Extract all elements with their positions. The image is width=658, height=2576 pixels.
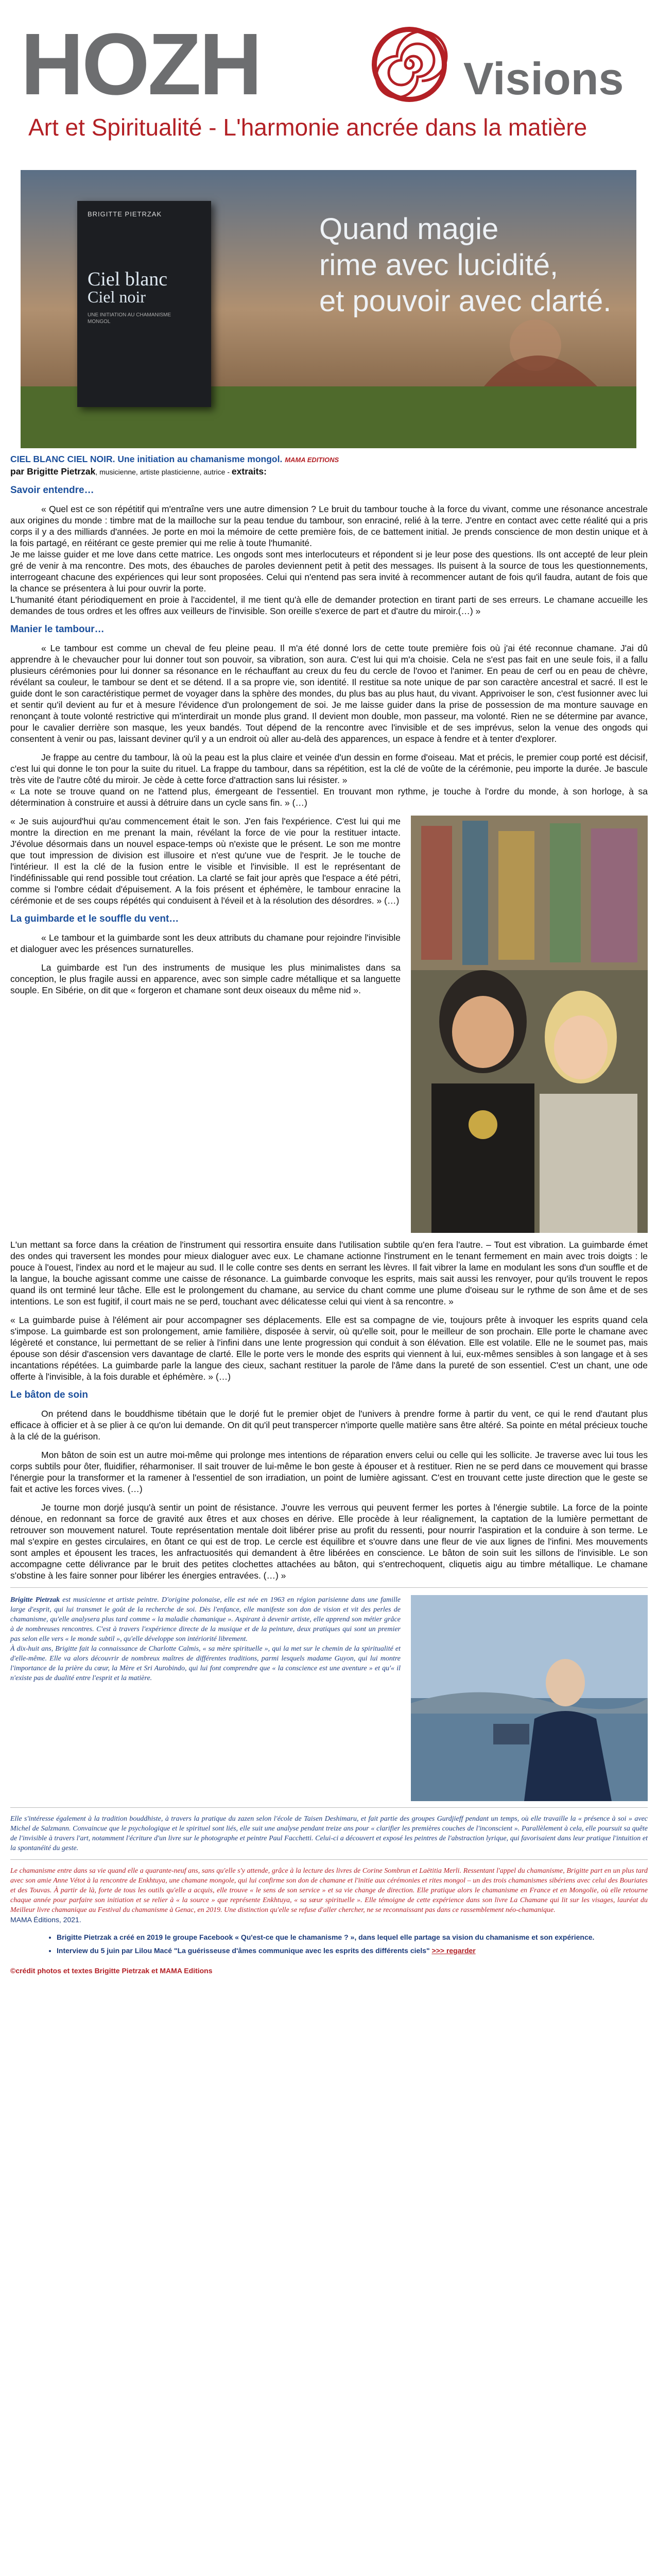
hero-line-2: rime avec lucidité,	[319, 248, 559, 282]
divider	[10, 1587, 648, 1588]
extracts-label: extraits:	[231, 466, 267, 477]
section-title-guimbarde: La guimbarde et le souffle du vent…	[10, 913, 179, 924]
paragraph: L'humanité étant périodiquement en proie à l'accidentel, il me tient qu'à elle de demander protection en tirant parti de ses erreurs. Le chamane accueille les demandes de tous ordres et les offres aux veilleurs de l'invisible. Son oreille s'exerce de part et d'autre du miroir.(…) »	[10, 595, 648, 616]
paragraph: La guimbarde est l'un des instruments de musique les plus minimalistes dans sa conception, le plus fragile aussi en apparence, avec son simple cadre métallique et sa languette souple. En Sibérie, on dit que « forgeron et chamane sont deux oiseaux du même nid ».	[10, 962, 401, 995]
footer-credit: ©crédit photos et textes Brigitte Pietrzak et MAMA Editions	[10, 1967, 213, 1975]
photo-two-women	[411, 816, 648, 1233]
bio-text	[10, 1595, 401, 1801]
hero-line-1: Quand magie	[319, 212, 499, 246]
photo-illustration-2	[411, 1595, 648, 1801]
facebook-group-item[interactable]	[57, 1932, 648, 1942]
links-list	[10, 1932, 648, 1956]
photo-side-text	[10, 816, 401, 1233]
article-title-rest: . Une initiation au chamanisme mongol.	[112, 454, 283, 464]
watch-link[interactable]: >>> regarder	[431, 1946, 476, 1955]
divider	[10, 1859, 648, 1860]
bio-paragraph-1	[10, 1595, 401, 1644]
spiral-logo-icon	[371, 26, 448, 103]
interview-item[interactable]	[57, 1945, 648, 1956]
hero-line-3: et pouvoir avec clarté.	[319, 284, 612, 318]
paragraph: « Le tambour et la guimbarde sont les deux attributs du chamane pour rejoindre l'invisible et dialoguer avec les présences surnaturelles.	[10, 933, 401, 954]
paragraph: « Je suis aujourd'hui qu'au commencement était le son. J'en fais l'expérience. C'est lui qui me montre la direction en me prenant la main, révélant la force de vie pour la restituer intacte. J'évolue désormais dans un nouvel espace-temps où n'existe que le présent. Le son me montre que tout impression de division est illusoire et n'est qu'une vue de l'esprit. Je le touche de l'intérieur. Il est la clé de la fusion entre le visible et l'invisible. Il est le représentant de l'indéfinissable qui rend possible tout création. La clarté se fait jour après que l'espace a été pétri, comme si l'ombre cédait d'épuisement. A la fois présent et éphémère, le tambour enracine la cérémonie et de ses coups répétés qui conduisent à l'éveil et à la résolution des désordres. » (…)	[10, 816, 401, 906]
logo-text-visions: Visions	[463, 53, 624, 104]
book-subtitle: UNE INITIATION AU CHAMANISME MONGOL	[88, 312, 171, 325]
author-desc: , musicienne, artiste plasticienne, autrice -	[95, 468, 232, 476]
paragraph: « La note se trouve quand on ne l'attend plus, émergeant de l'essentiel. En trouvant mon rythme, je touche à l'ordre du monde, à son horloge, à sa détermination à construire et aussi à détruire dans un cycle sans fin. » (…)	[10, 786, 648, 808]
bio-text-1: est musicienne et artiste peintre. D'origine polonaise, elle est née en 1963 en région parisienne dans une famille large d'esprit, qui lui transmet le goût de la recherche de soi. Dès l'enfance, elle manifeste son don de vision et vit des perles de chamanisme, qu'elle analysera plus tard comme « la maladie chamanique ». Aspirant à devenir artiste, elle apprend son métier grâce à de nombreuses rencontres. C'est à travers l'expérience directe de la musique et de la peinture, deux pratiques qui sont un premier pas selon elle vers « le monde subtil », qu'elle développe son intériorité librement.	[10, 1596, 401, 1643]
bio-paragraph-2: À dix-huit ans, Brigitte fait la connaissance de Charlotte Calmis, « sa mère spirituelle », qui la met sur le chemin de la spiritualité et d'elle-même. Elle va alors découvrir de nombreux maîtres de différentes traditions, parmi lesquels madame Guyon, qui lui montre l'importance de la prière du cœur, la Mère et Sri Aurobindo, qui lui font comprendre que « la conscience est une aventure » et qu'« il n'existe pas de dualité entre l'esprit et la matière.	[10, 1645, 401, 1682]
article-content	[10, 453, 648, 1976]
editions-label: MAMA EDITIONS	[285, 456, 339, 464]
bio-continued: Elle s'intéresse également à la tradition bouddhiste, à travers la pratique du zazen selon l'école de Taisen Deshimaru, et fait partie des groupes Gurdjieff pendant un temps, où elle travaille la « présence à soi » avec Michel de Salzmann. Convaincue que le psychologique et le spirituel sont liés, elle suit une analyse pendant treize ans pour « clarifier les premières couches de l'inconscient ». Parallèlement à cela, elle poursuit sa quête de l'invisible à travers l'art, notamment l'écriture d'un livre sur le photographe et peintre Paul Facchetti. Celui-ci a découvert et exposé les peintres de l'abstraction lyrique, qui favorisaient dans leur pratique l'intuition et la spontanéité du geste.	[10, 1815, 648, 1852]
paragraph: Mon bâton de soin est un autre moi-même qui prolonge mes intentions de réparation envers celui ou celle qui les sollicite. Je traverse avec lui tous les corps subtils pour ôter, fluidifier, réharmoniser. Il sait trouver de lui-même le bon geste à épouser et à restituer. Rien ne se perd dans ce mouvement qui brasse l'énergie pour la transformer et la ramener à l'essentiel de son irradiation, un point de lumière agissant. C'est en trouvant cette juste direction que le geste se fait et active les forces vives. (…)	[10, 1450, 648, 1494]
facebook-group-text[interactable]: Brigitte Pietrzak a créé en 2019 le groupe Facebook « Qu'est-ce que le chamanisme ? », dans lequel elle partage sa vision du chamanisme et son expérience.	[57, 1933, 595, 1941]
bio-section	[10, 1595, 648, 1801]
paragraph: « Le tambour est comme un cheval de feu pleine peau. Il m'a été donné lors de cette toute première fois où j'ai été reconnue chamane. J'ai dû apprendre à le chevaucher pour lui donner tout son pouvoir, sa vibration, son aura. C'est lui qui m'a choisie. Cela ne s'est pas fait en une seule fois, il a fallu plusieurs cérémonies pour lui donner sa résonance en le réchauffant au creux du feu du cercle de l'ovoo et l'animer. En peau de cerf ou en peau de chèvre, révélant sa couleur, le tambour se dent et se détend. Il a sa propre vie, son identité. Il restitue sa note unique de par son caractère ancestral et sacré. Il est le guide dont le son caractéristique permet de voyager dans la sphère des mondes, du plus bas au plus haut, du vivant. Apprivoiser le son, c'est fusionner avec lui et sentir qu'il devient au fur et à mesure l'évidence d'un prolongement de soi. Je me laisse guider dans la prise de possession de ma monture sauvage en renonçant à toute volonté restrictive qui m'interdirait un monde plus grand. Il devient mon double, mon passeur, ma volonté. Rien ne se détermine par avance, pour le cavalier derrière son masque, les yeux bandés. Tout dépend de la rencontre avec l'invisible et de ses imprévus, selon la venue des ongods qui consentent à venir ou pas, laissant deviner qu'il y a un endroit où aller au-delà des apparences, un espace à fendre et à tenter d'explorer.	[10, 643, 648, 744]
book-cover	[77, 201, 211, 407]
photo-section-1	[10, 816, 648, 1233]
logo-text-hozh: HOZH	[21, 15, 261, 113]
article-heading	[10, 453, 648, 466]
publisher-line: MAMA Éditions, 2021.	[10, 1916, 81, 1924]
paragraph: Je frappe au centre du tambour, là où la peau est la plus claire et veinée d'un dessin en forme d'oiseau. Mat et précis, le premier coup porté est décisif, c'est lui qui donne le ton pour la suite du rituel. La frappe du tambour, dans sa répétition, est la clé de voûte de la cérémonie, peu importe la durée. Je bascule très vite de l'autre côté du miroir. Je cède à cette force d'attraction sans lui résister. »	[10, 752, 648, 785]
author-name: par Brigitte Pietrzak	[10, 466, 96, 477]
section-title-baton: Le bâton de soin	[10, 1389, 88, 1400]
site-logo[interactable]	[21, 15, 638, 113]
book-title-2: Ciel noir	[88, 287, 146, 306]
paragraph: Je tourne mon dorjé jusqu'à sentir un point de résistance. J'ouvre les verrous qui peuvent fermer les portes à l'énergie subtile. La force de la pointe dénoue, en redonnant sa force de gravité aux êtres et aux choses en dérive. Elle procède à leur réalignement, la captation de la lumière permettant de retrouver son mouvement naturel. Toute représentation mentale doit libérer prise au profit du ressenti, pour nourrir l'aspiration et la conduire à son terme. Le mal s'expire en gestes circulaires, en ôtant ce qui est de trop. Le cercle est équilibre et s'ouvre dans une fleur de vie aux lignes de l'infini. Mes mouvements sont amples et épousent les traces, les anfractuosités qui demandent à être libérées en conscience. Le bâton de soin suit les sillons de l'invisible. Le son accompagne cette délivrance par le bruit des petites clochettes attachées au bâton, qui s'entrechoquent, cliquetis aigu au timbre métallique. Le chamane s'obstine à les faire sonner pour libérer les énergies entravées. (…) »	[10, 1502, 648, 1581]
book-author: BRIGITTE PIETRZAK	[88, 210, 162, 218]
hero-banner	[21, 170, 636, 448]
interview-text[interactable]: Interview du 5 juin par Lilou Macé "La guérisseuse d'âmes communique avec les esprits des différents ciels"	[57, 1946, 430, 1955]
book-title-1: Ciel blanc	[88, 268, 168, 290]
paragraph: « Quel est ce son répétitif qui m'entraîne vers une autre dimension ? Le bruit du tambour touche à la force du vivant, comme une résonance ancestrale aux origines du monde : timbre mat de la mailloche sur la peau tendue du tambour, son enraciné, relié à la terre. J'entre en contact avec cette réalité qui a pris corps il y a des milliards d'années. Je porte en moi la mémoire de cette première fois, de ce battement initial. Je prends conscience de mon destin unique et à la fois partagé, en réitérant ce geste premier qui me relie à toute l'humanité.	[10, 504, 648, 548]
paragraph: Je me laisse guider et me love dans cette matrice. Les ongods sont mes interlocuteurs et répondent si je leur pose des questions. Ils ont accepté de leur plein gré de venir à ma rencontre. Des mots, des ébauches de paroles deviennent petit à petit des messages. Ils puisent à la source de tous les questionnements, interrogeant chacune des expériences qui leur sont proposées. Celui qui n'entend pas sera invité à recommencer autant de fois qu'il faudra, autant de fois que la chance se présentera à lui pour ouvrir la porte.	[10, 549, 648, 594]
hero-slogan	[319, 211, 611, 319]
photo-illustration	[411, 816, 648, 1233]
bio-name: Brigitte Pietrzak	[10, 1596, 60, 1604]
article-title: CIEL BLANC CIEL NOIR	[10, 454, 113, 464]
paragraph: L'un mettant sa force dans la création de l'instrument qui ressortira ensuite dans l'utilisation subtile qu'en fera l'autre. – Tout est vibration. La guimbarde émet des ondes qui traversent les mondes pour mieux dialoguer avec eux. Le chamane actionne l'instrument en le tenant fermement en main avec trois doigts : le pouce à l'ouest, l'index au nord et le majeur au sud. Il le colle contre ses dents en serrant les lèvres. Il fait vibrer la lame en modulant les sons d'un souffle et de la langue, la bouche agissant comme une caisse de résonance. La guimbarde convoque les esprits, mais sait aussi les renvoyer, pour qu'ils trouvent le repos quand ils ont terminé leur tâche. Elle est le prolongement du chamane, au service du chant comme une plume d'oiseau sur le rythme de son âme et de ses intentions. Le son est fugitif, il court mais ne se perd, touchant avec délicatesse celui qui vient à sa rencontre. »	[10, 1240, 648, 1307]
site-tagline: Art et Spiritualité - L'harmonie ancrée dans la matière	[28, 114, 587, 141]
paragraph: « La guimbarde puise à l'élément air pour accompagner ses déplacements. Elle est sa compagne de vie, toujours prête à invoquer les esprits quand cela s'impose. La guimbarde est son prolongement, amie familière, disposée à servir, où qu'elle soit, pour le meilleur de son prochain. Elle porte le chamane avec légèreté et constance, lui permettant de se relier à l'infini dans une lente progression qui conduit à son élévation. Elle est volatile. Elle ne le soumet pas, mais épouse son désir d'ascension vers davantage de clarté. Elle le porte vers le monde des esprits qui viennent à lui, eux-mêmes sensibles à son langage et à ses incantations répétées. La guimbarde parle la langue des cieux, sachant restituer la parole de l'âme dans la pureté de son essentiel. C'est un chant, une ode offerte à l'invisible, à la fois durable et éphémère. » (…)	[10, 1315, 648, 1382]
section-title-savoir: Savoir entendre…	[10, 485, 94, 496]
section-title-tambour: Manier le tambour…	[10, 624, 105, 635]
chamanism-paragraph: Le chamanisme entre dans sa vie quand elle a quarante-neuf ans, sans qu'elle s'y attende, grâce à la lecture des livres de Corine Sombrun et Laëtitia Merli. Ressentant l'appel du chamanisme, Brigitte part en un plus tard avec son amie Anne Vétot à la rencontre de Enkhtuya, une chamane mongole, qui lui confirme son don de chamane et l'initie aux cérémonies et rites mongol – un des trois chamanismes sibériens avec celui des Bouriates et des Touvas. À partir de là, forte de tous les outils qu'elle a acquis, elle trouve « le sens de son service » et sa vie change de direction. Elle pratique alors le chamanisme en France et en Mongolie, où elle retourne chaque année pour parfaire son initiation et se relier à « la source » que représente Enkhtuya, « sa sœur spirituelle ». Elle témoigne de cette expérience dans son livre La Chamane qui lit sur les visages, lauréat du Meilleur livre chamanique au Festival du chamanisme à Genac, en 2019. Une distinction qu'elle se refuse d'aller chercher, ne se reconnaissant pas dans ce rassemblement néo-chamanique.	[10, 1867, 648, 1914]
article-byline	[10, 466, 648, 478]
divider	[10, 1807, 648, 1808]
paragraph: On prétend dans le bouddhisme tibétain que le dorjé fut le premier objet de l'univers à prendre forme à partir du vent, ce qui le rend d'autant plus efficace à officier et à se plier à ce qu'on lui demande. On dit qu'il peut transpercer n'importe quelle matière sans être altéré. Sa pointe en métal précieux touche à la clé de la guérison.	[10, 1409, 648, 1442]
photo-author-lake	[411, 1595, 648, 1801]
